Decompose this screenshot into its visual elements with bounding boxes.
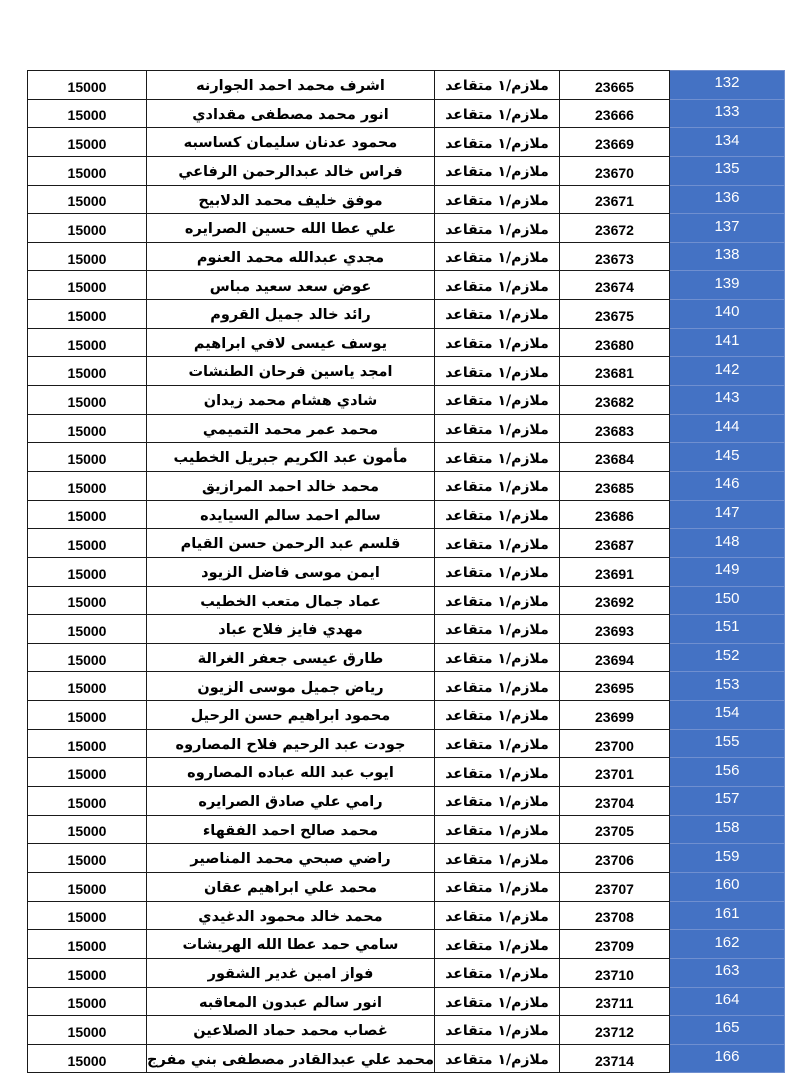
amount-cell: 15000: [28, 672, 147, 701]
name-cell: ايوب عبد الله عباده المصاروه: [147, 758, 435, 787]
rank-cell: ملازم/١ متقاعد: [434, 1044, 559, 1073]
table-row: [28, 844, 785, 873]
sequence-number-cell: 152: [669, 643, 784, 672]
name-cell: طارق عيسى جعفر الغرالة: [147, 643, 435, 672]
military-number-cell: 23694: [559, 643, 669, 672]
sequence-number-cell: 150: [669, 586, 784, 615]
amount-cell: 15000: [28, 185, 147, 214]
rank-cell: ملازم/١ متقاعد: [434, 672, 559, 701]
table-row: [28, 872, 785, 901]
amount-cell: 15000: [28, 815, 147, 844]
table-row: [28, 328, 785, 357]
military-number-cell: 23691: [559, 557, 669, 586]
name-cell: امجد ياسين فرحان الطنشات: [147, 357, 435, 386]
amount-cell: 15000: [28, 557, 147, 586]
name-cell: شادي هشام محمد زيدان: [147, 386, 435, 415]
table-row: [28, 729, 785, 758]
amount-cell: 15000: [28, 930, 147, 959]
name-cell: عماد جمال متعب الخطيب: [147, 586, 435, 615]
table-body: [28, 71, 785, 1073]
amount-cell: 15000: [28, 586, 147, 615]
amount-cell: 15000: [28, 701, 147, 730]
sequence-number-cell: 147: [669, 500, 784, 529]
amount-cell: 15000: [28, 643, 147, 672]
military-number-cell: 23704: [559, 787, 669, 816]
table-row: [28, 386, 785, 415]
military-number-cell: 23714: [559, 1044, 669, 1073]
rank-cell: ملازم/١ متقاعد: [434, 443, 559, 472]
military-number-cell: 23700: [559, 729, 669, 758]
name-cell: ايمن موسى فاضل الزيود: [147, 557, 435, 586]
name-cell: اشرف محمد احمد الجوارنه: [147, 71, 435, 100]
table-row: [28, 529, 785, 558]
military-number-cell: 23669: [559, 128, 669, 157]
table-row: [28, 128, 785, 157]
table-row: [28, 357, 785, 386]
sequence-number-cell: 142: [669, 357, 784, 386]
military-number-cell: 23666: [559, 99, 669, 128]
table-row: [28, 156, 785, 185]
rank-cell: ملازم/١ متقاعد: [434, 414, 559, 443]
military-number-cell: 23674: [559, 271, 669, 300]
sequence-number-cell: 139: [669, 271, 784, 300]
military-number-cell: 23681: [559, 357, 669, 386]
name-cell: عوض سعد سعيد مباس: [147, 271, 435, 300]
rank-cell: ملازم/١ متقاعد: [434, 500, 559, 529]
amount-cell: 15000: [28, 156, 147, 185]
rank-cell: ملازم/١ متقاعد: [434, 615, 559, 644]
table-row: [28, 930, 785, 959]
name-cell: يوسف عيسى لافي ابراهيم: [147, 328, 435, 357]
table-row: [28, 701, 785, 730]
amount-cell: 15000: [28, 300, 147, 329]
rank-cell: ملازم/١ متقاعد: [434, 242, 559, 271]
sequence-number-cell: 163: [669, 958, 784, 987]
name-cell: فواز امين غدير الشقور: [147, 958, 435, 987]
rank-cell: ملازم/١ متقاعد: [434, 958, 559, 987]
table-row: [28, 787, 785, 816]
military-number-cell: 23672: [559, 214, 669, 243]
table-row: [28, 500, 785, 529]
name-cell: راضي صبحي محمد المناصير: [147, 844, 435, 873]
sequence-number-cell: 162: [669, 930, 784, 959]
military-number-cell: 23665: [559, 71, 669, 100]
amount-cell: 15000: [28, 443, 147, 472]
name-cell: محمد صالح احمد الفقهاء: [147, 815, 435, 844]
amount-cell: 15000: [28, 901, 147, 930]
amount-cell: 15000: [28, 844, 147, 873]
amount-cell: 15000: [28, 242, 147, 271]
table-row: [28, 586, 785, 615]
sequence-number-cell: 155: [669, 729, 784, 758]
name-cell: رامي علي صادق الصرايره: [147, 787, 435, 816]
sequence-number-cell: 157: [669, 787, 784, 816]
rank-cell: ملازم/١ متقاعد: [434, 529, 559, 558]
military-number-cell: 23709: [559, 930, 669, 959]
rank-cell: ملازم/١ متقاعد: [434, 271, 559, 300]
military-number-cell: 23701: [559, 758, 669, 787]
sequence-number-cell: 164: [669, 987, 784, 1016]
name-cell: موفق خليف محمد الدلابيح: [147, 185, 435, 214]
payment-table: [27, 70, 785, 1073]
amount-cell: 15000: [28, 872, 147, 901]
name-cell: مهدي فايز فلاح عباد: [147, 615, 435, 644]
military-number-cell: 23684: [559, 443, 669, 472]
sequence-number-cell: 154: [669, 701, 784, 730]
military-number-cell: 23706: [559, 844, 669, 873]
rank-cell: ملازم/١ متقاعد: [434, 328, 559, 357]
rank-cell: ملازم/١ متقاعد: [434, 214, 559, 243]
table-row: [28, 615, 785, 644]
name-cell: محمود عدنان سليمان كساسبه: [147, 128, 435, 157]
table-row: [28, 185, 785, 214]
table-row: [28, 242, 785, 271]
amount-cell: 15000: [28, 71, 147, 100]
amount-cell: 15000: [28, 729, 147, 758]
name-cell: قلسم عبد الرحمن حسن القيام: [147, 529, 435, 558]
sequence-number-cell: 133: [669, 99, 784, 128]
military-number-cell: 23673: [559, 242, 669, 271]
military-number-cell: 23687: [559, 529, 669, 558]
military-number-cell: 23707: [559, 872, 669, 901]
name-cell: رائد خالد جميل القروم: [147, 300, 435, 329]
rank-cell: ملازم/١ متقاعد: [434, 1016, 559, 1045]
rank-cell: ملازم/١ متقاعد: [434, 386, 559, 415]
military-number-cell: 23705: [559, 815, 669, 844]
sequence-number-cell: 137: [669, 214, 784, 243]
rank-cell: ملازم/١ متقاعد: [434, 300, 559, 329]
military-number-cell: 23680: [559, 328, 669, 357]
sequence-number-cell: 141: [669, 328, 784, 357]
name-cell: جودت عبد الرحيم فلاح المصاروه: [147, 729, 435, 758]
name-cell: انور سالم عبدون المعاقبه: [147, 987, 435, 1016]
table-row: [28, 557, 785, 586]
name-cell: فراس خالد عبدالرحمن الرفاعي: [147, 156, 435, 185]
rank-cell: ملازم/١ متقاعد: [434, 872, 559, 901]
table-row: [28, 1016, 785, 1045]
sequence-number-cell: 148: [669, 529, 784, 558]
rank-cell: ملازم/١ متقاعد: [434, 901, 559, 930]
amount-cell: 15000: [28, 414, 147, 443]
sequence-number-cell: 165: [669, 1016, 784, 1045]
amount-cell: 15000: [28, 958, 147, 987]
amount-cell: 15000: [28, 328, 147, 357]
amount-cell: 15000: [28, 529, 147, 558]
name-cell: محمد عمر محمد التميمي: [147, 414, 435, 443]
amount-cell: 15000: [28, 987, 147, 1016]
rank-cell: ملازم/١ متقاعد: [434, 71, 559, 100]
sequence-number-cell: 146: [669, 471, 784, 500]
name-cell: محمد خالد احمد المرازيق: [147, 471, 435, 500]
military-number-cell: 23692: [559, 586, 669, 615]
rank-cell: ملازم/١ متقاعد: [434, 758, 559, 787]
military-number-cell: 23695: [559, 672, 669, 701]
military-number-cell: 23712: [559, 1016, 669, 1045]
military-number-cell: 23685: [559, 471, 669, 500]
table-row: [28, 815, 785, 844]
table-row: [28, 1044, 785, 1073]
military-number-cell: 23710: [559, 958, 669, 987]
name-cell: علي عطا الله حسين الصرايره: [147, 214, 435, 243]
table-row: [28, 643, 785, 672]
name-cell: رياض جميل موسى الزيون: [147, 672, 435, 701]
rank-cell: ملازم/١ متقاعد: [434, 701, 559, 730]
rank-cell: ملازم/١ متقاعد: [434, 557, 559, 586]
name-cell: محمود ابراهيم حسن الرحيل: [147, 701, 435, 730]
amount-cell: 15000: [28, 1016, 147, 1045]
military-number-cell: 23699: [559, 701, 669, 730]
sequence-number-cell: 136: [669, 185, 784, 214]
amount-cell: 15000: [28, 271, 147, 300]
amount-cell: 15000: [28, 1044, 147, 1073]
rank-cell: ملازم/١ متقاعد: [434, 128, 559, 157]
amount-cell: 15000: [28, 615, 147, 644]
amount-cell: 15000: [28, 357, 147, 386]
amount-cell: 15000: [28, 386, 147, 415]
sequence-number-cell: 158: [669, 815, 784, 844]
sequence-number-cell: 134: [669, 128, 784, 157]
sequence-number-cell: 153: [669, 672, 784, 701]
table-row: [28, 271, 785, 300]
amount-cell: 15000: [28, 471, 147, 500]
rank-cell: ملازم/١ متقاعد: [434, 787, 559, 816]
sequence-number-cell: 161: [669, 901, 784, 930]
rank-cell: ملازم/١ متقاعد: [434, 156, 559, 185]
name-cell: مجدي عبدالله محمد العنوم: [147, 242, 435, 271]
sequence-number-cell: 149: [669, 557, 784, 586]
sequence-number-cell: 144: [669, 414, 784, 443]
rank-cell: ملازم/١ متقاعد: [434, 987, 559, 1016]
amount-cell: 15000: [28, 128, 147, 157]
military-number-cell: 23708: [559, 901, 669, 930]
rank-cell: ملازم/١ متقاعد: [434, 930, 559, 959]
military-number-cell: 23711: [559, 987, 669, 1016]
amount-cell: 15000: [28, 787, 147, 816]
table-row: [28, 672, 785, 701]
name-cell: محمد علي عبدالقادر مصطفى بني مفرج: [147, 1044, 435, 1073]
table-row: [28, 414, 785, 443]
rank-cell: ملازم/١ متقاعد: [434, 643, 559, 672]
table-row: [28, 443, 785, 472]
amount-cell: 15000: [28, 214, 147, 243]
military-number-cell: 23693: [559, 615, 669, 644]
sequence-number-cell: 151: [669, 615, 784, 644]
amount-cell: 15000: [28, 99, 147, 128]
rank-cell: ملازم/١ متقاعد: [434, 99, 559, 128]
table-row: [28, 987, 785, 1016]
table-row: [28, 214, 785, 243]
military-number-cell: 23683: [559, 414, 669, 443]
name-cell: غصاب محمد حماد الصلاعين: [147, 1016, 435, 1045]
amount-cell: 15000: [28, 500, 147, 529]
name-cell: انور محمد مصطفى مقدادي: [147, 99, 435, 128]
table-row: [28, 901, 785, 930]
sequence-number-cell: 135: [669, 156, 784, 185]
military-number-cell: 23670: [559, 156, 669, 185]
rank-cell: ملازم/١ متقاعد: [434, 357, 559, 386]
military-number-cell: 23682: [559, 386, 669, 415]
name-cell: سالم احمد سالم السيايده: [147, 500, 435, 529]
name-cell: محمد خالد محمود الدغيدي: [147, 901, 435, 930]
table-row: [28, 758, 785, 787]
rank-cell: ملازم/١ متقاعد: [434, 185, 559, 214]
table-row: [28, 471, 785, 500]
name-cell: مأمون عبد الكريم جبريل الخطيب: [147, 443, 435, 472]
sequence-number-cell: 145: [669, 443, 784, 472]
rank-cell: ملازم/١ متقاعد: [434, 844, 559, 873]
table-row: [28, 300, 785, 329]
rank-cell: ملازم/١ متقاعد: [434, 729, 559, 758]
sequence-number-cell: 160: [669, 872, 784, 901]
military-number-cell: 23671: [559, 185, 669, 214]
name-cell: سامي حمد عطا الله الهريشات: [147, 930, 435, 959]
table-row: [28, 99, 785, 128]
sequence-number-cell: 143: [669, 386, 784, 415]
sequence-number-cell: 138: [669, 242, 784, 271]
sequence-number-cell: 140: [669, 300, 784, 329]
table-row: [28, 958, 785, 987]
rank-cell: ملازم/١ متقاعد: [434, 815, 559, 844]
rank-cell: ملازم/١ متقاعد: [434, 586, 559, 615]
sequence-number-cell: 166: [669, 1044, 784, 1073]
sequence-number-cell: 156: [669, 758, 784, 787]
table-row: [28, 71, 785, 100]
rank-cell: ملازم/١ متقاعد: [434, 471, 559, 500]
military-number-cell: 23675: [559, 300, 669, 329]
name-cell: محمد علي ابراهيم عقان: [147, 872, 435, 901]
military-number-cell: 23686: [559, 500, 669, 529]
amount-cell: 15000: [28, 758, 147, 787]
sequence-number-cell: 159: [669, 844, 784, 873]
sequence-number-cell: 132: [669, 71, 784, 100]
